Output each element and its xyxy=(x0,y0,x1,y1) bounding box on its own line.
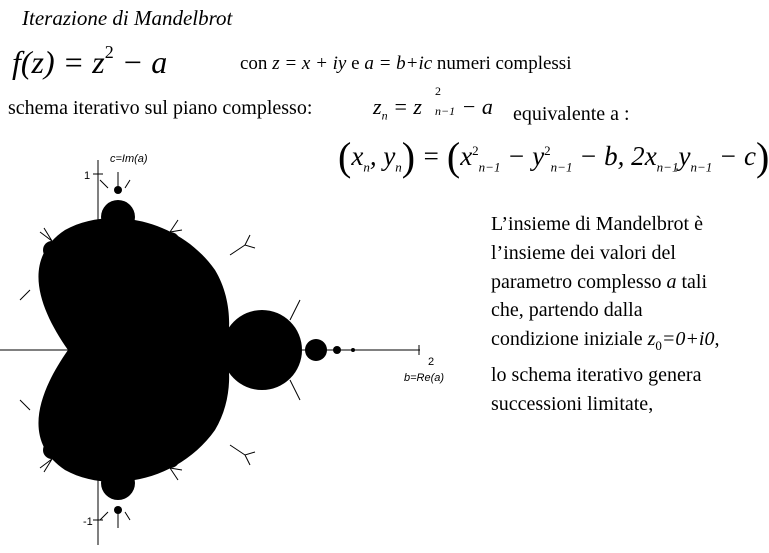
mandelbrot-set-plot xyxy=(0,150,470,550)
tick-label-x-right: 2 xyxy=(428,356,435,368)
bottom-minor-bulb xyxy=(160,448,180,468)
equivalent-label: equivalente a : xyxy=(513,103,630,125)
complex-numbers-description: con z = x + iy e a = b+ic numeri complessi xyxy=(240,53,572,74)
top-minor-bulb xyxy=(160,232,180,252)
upper-left-bulb xyxy=(43,241,61,259)
top-bulb xyxy=(101,200,135,234)
bottom-bulb xyxy=(101,466,135,500)
y-axis-label: c=Im(a) xyxy=(110,153,148,166)
slide-title: Iterazione di Mandelbrot xyxy=(22,6,233,30)
iterative-equation: $z_n = z$ 2 n−1 − a xyxy=(373,84,493,123)
iterative-scheme-label: schema iterativo sul piano complesso: xyxy=(8,97,313,119)
tick-label-y-top: 1 xyxy=(84,170,91,182)
expanded-equation: ($x_n$, $y_n) = (x^2_{n-1} - y^2_{n-1} - b$, $2x_{n-1}y_{n-1} - c$) xyxy=(338,134,769,179)
x-axis-label: b=Re(a) xyxy=(404,372,445,384)
mandelbrot-function-formula: $f(z) = z^2 - a$ xyxy=(12,42,168,80)
lower-left-bulb xyxy=(43,441,61,459)
mandelbrot-definition-paragraph: L’insieme di Mandelbrot è l’insieme dei valori del parametro complesso a tali che, partendo dalla condizione iniziale $z_0=0+i0$, lo schema iterativo genera successioni limitate, xyxy=(491,213,720,415)
tick-label-y-bottom: -1 xyxy=(83,516,93,528)
